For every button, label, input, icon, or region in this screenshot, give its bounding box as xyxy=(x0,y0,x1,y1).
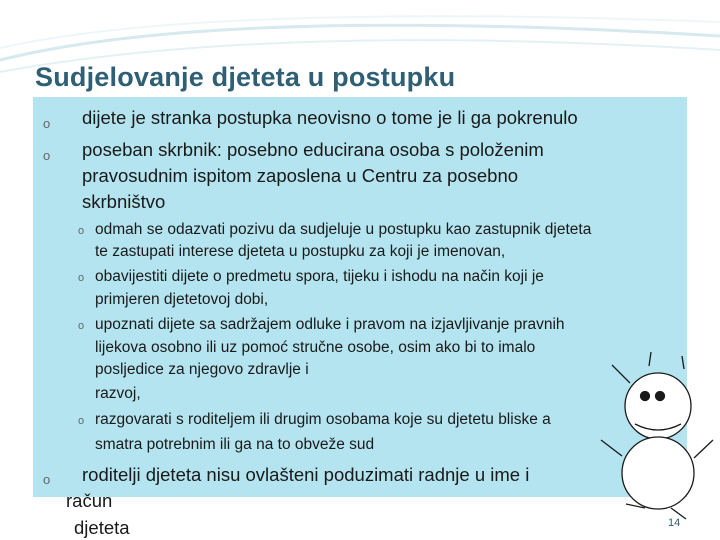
sub-bullet-text: odmah se odazvati pozivu da sudjeluje u postupku kao zastupnik djeteta xyxy=(95,221,592,238)
sub-bullet-text: razvoj, xyxy=(95,385,141,402)
sub-bullet-text: obavijestiti dijete o predmetu spora, tijeku i ishodu na način koji je xyxy=(95,268,544,285)
bullet-text: roditelji djeteta nisu ovlašteni poduzimati radnje u ime i xyxy=(82,464,530,485)
bullet-marker: o xyxy=(43,116,51,131)
bullet-text: pravosudnim ispitom zaposlena u Centru za posebno xyxy=(82,165,519,186)
bullet-text: dijete je stranka postupka neovisno o tome je li ga pokrenulo xyxy=(82,107,578,128)
sub-bullet-marker: o xyxy=(78,272,85,284)
sub-bullet-text: te zastupati interese djeteta u postupku za koji je imenovan, xyxy=(95,243,506,260)
bullet-text: djeteta xyxy=(74,517,130,538)
sub-bullet-marker: o xyxy=(78,225,85,237)
sub-bullet-marker: o xyxy=(78,320,85,332)
bullet-marker: o xyxy=(43,148,51,163)
sub-bullet-text: lijekova osobno ili uz pomoć stručne osobe, osim ako bi to imalo xyxy=(95,339,536,356)
bullet-text: račun xyxy=(66,490,113,511)
bullet-marker: o xyxy=(43,472,51,487)
sub-bullet-marker: o xyxy=(78,415,85,427)
sub-bullet-text: primjeren djetetovoj dobi, xyxy=(95,291,269,308)
sub-bullet-text: posljedice za njegovo zdravlje i xyxy=(95,361,309,378)
sub-bullet-text: smatra potrebnim ili ga na to obveže sud xyxy=(95,436,375,453)
bullet-text: poseban skrbnik: posebno educirana osoba s položenim xyxy=(82,139,544,160)
page-number: 14 xyxy=(668,517,681,529)
sub-bullet-text: upoznati dijete sa sadržajem odluke i pravom na izjavljivanje pravnih xyxy=(95,316,565,333)
bullet-text: skrbništvo xyxy=(82,191,166,212)
slide-title: Sudjelovanje djeteta u postupku xyxy=(35,62,456,92)
sub-bullet-text: razgovarati s roditeljem ili drugim osobama koje su djetetu bliske a xyxy=(95,411,551,428)
